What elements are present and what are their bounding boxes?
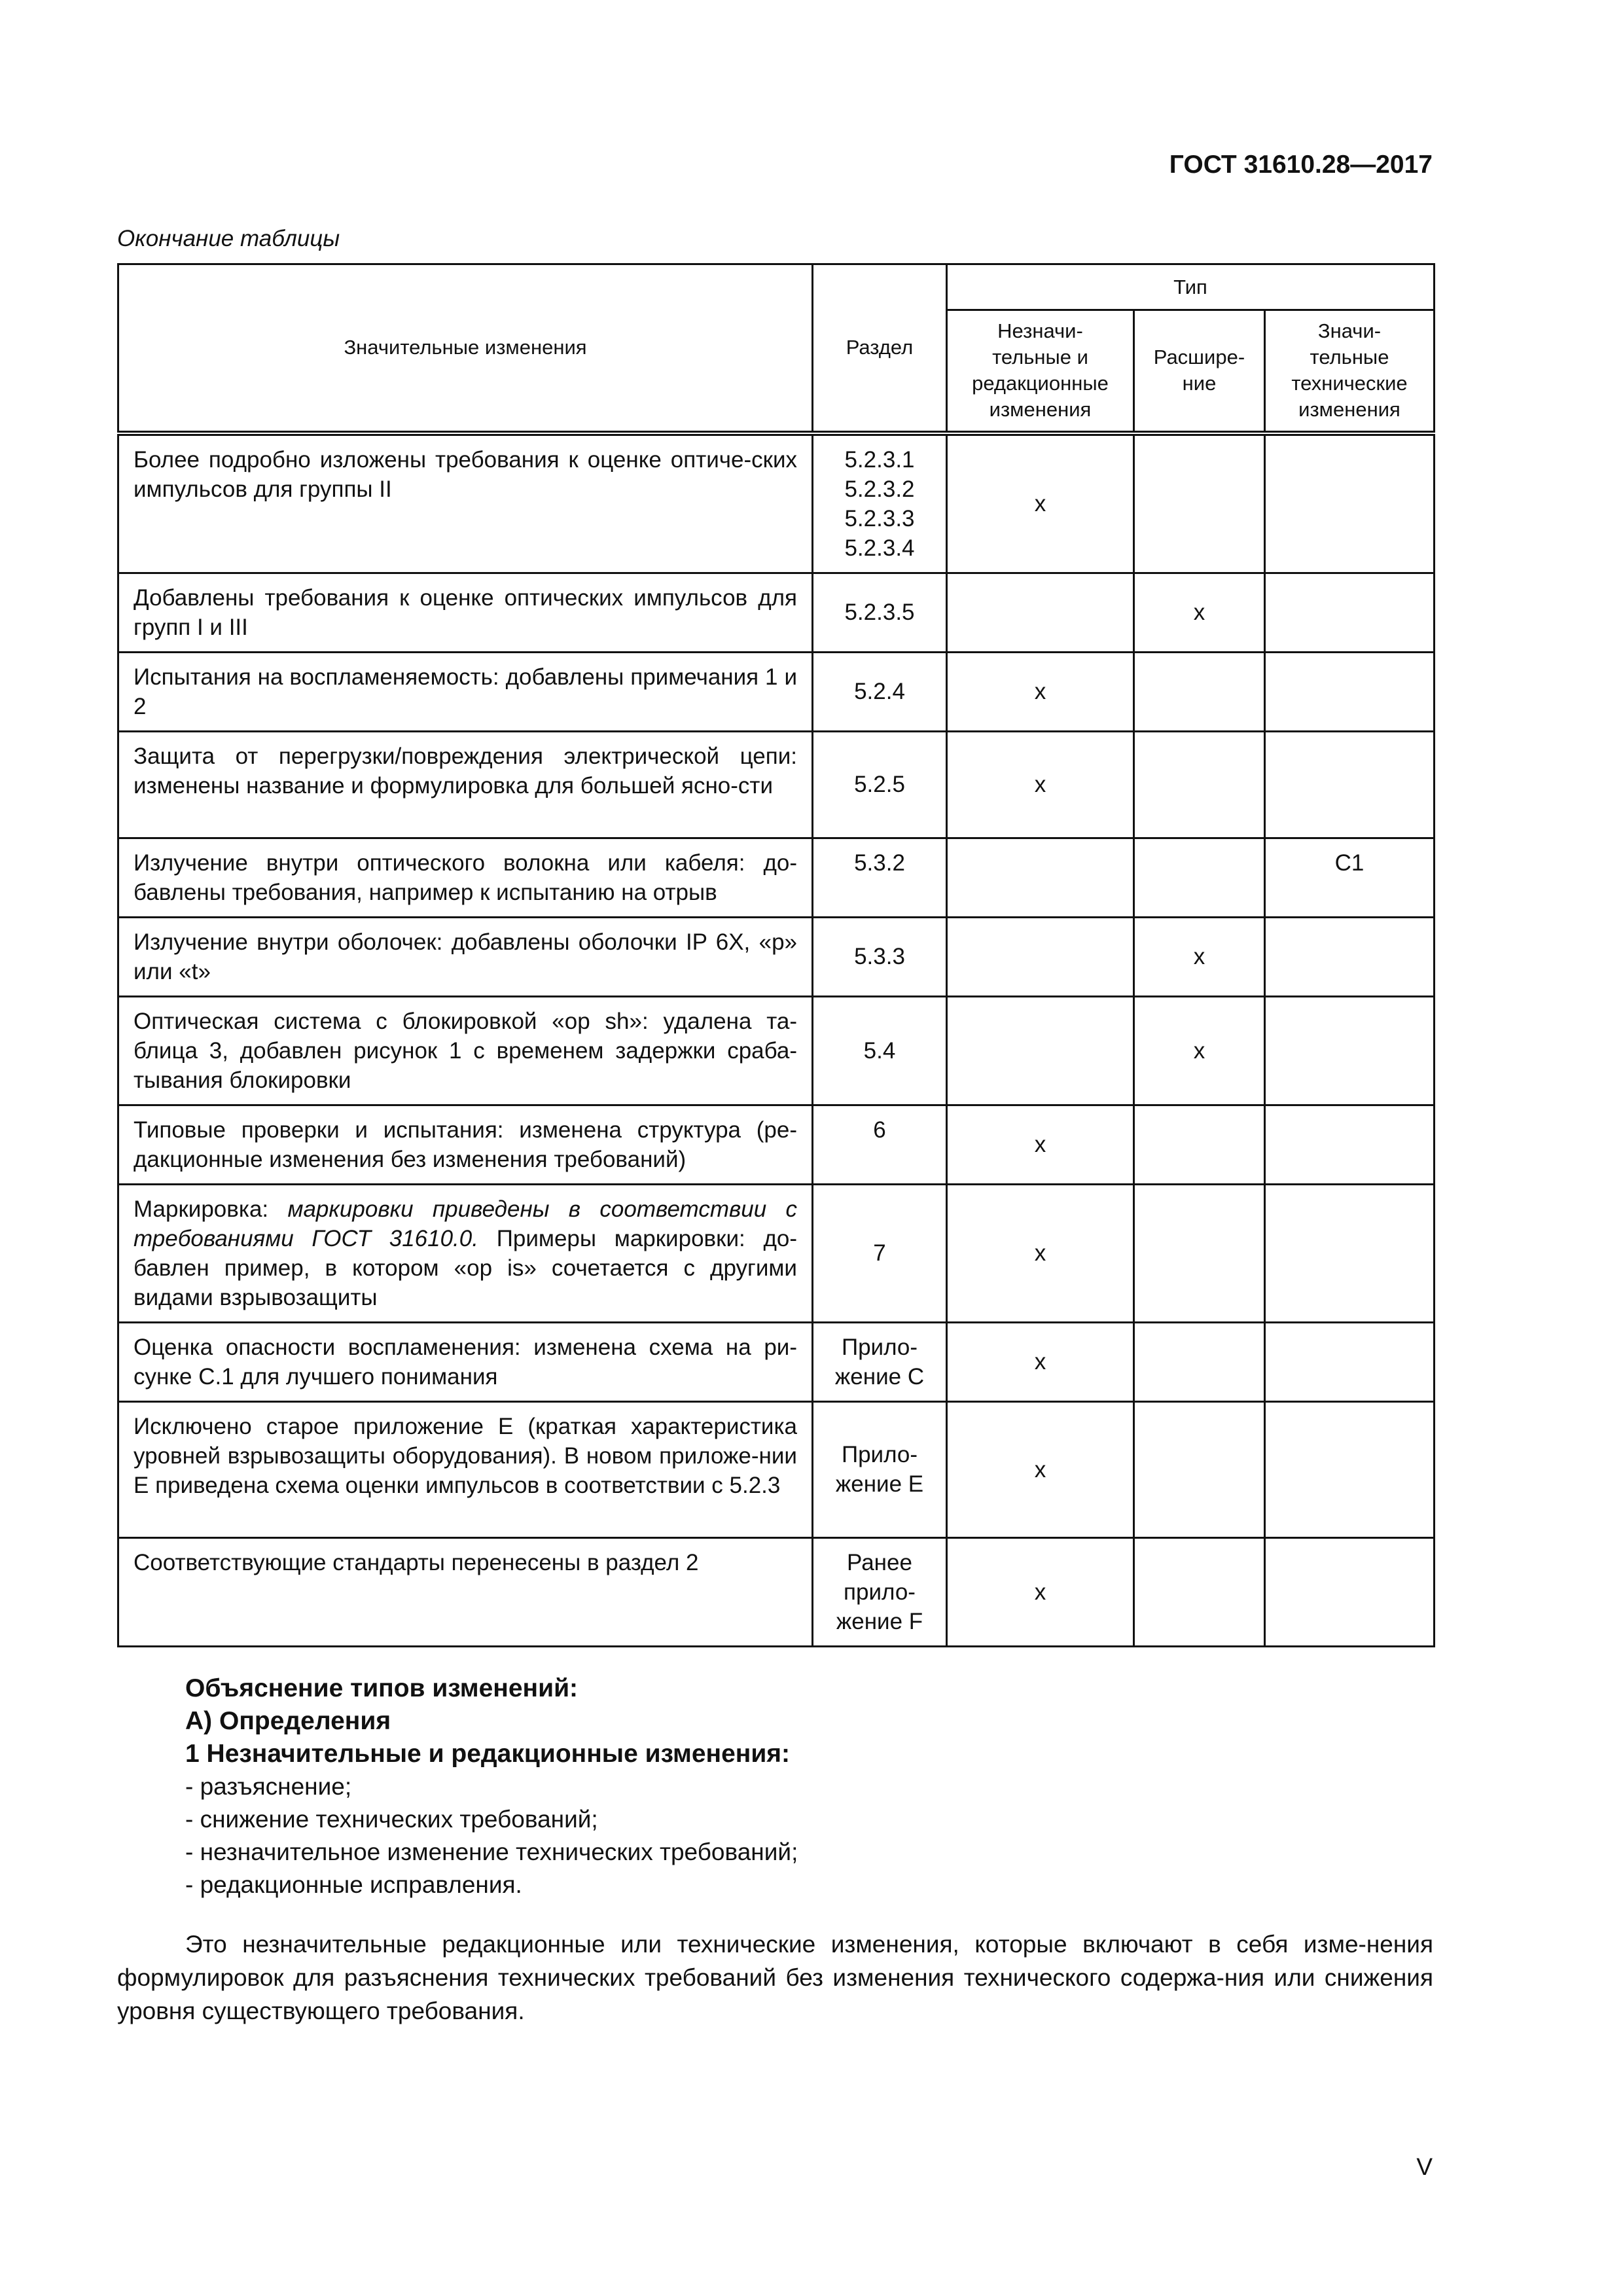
row-extension-mark: x (1134, 917, 1265, 996)
row-description: Испытания на воспламеняемость: добавлены примечания 1 и 2 (118, 652, 813, 731)
row-major-mark (1265, 917, 1435, 996)
row-extension-mark (1134, 1537, 1265, 1646)
row-extension-mark (1134, 1184, 1265, 1322)
row-description: Типовые проверки и испытания: изменена структура (ре-дакционные изменения без изменения требований) (118, 1105, 813, 1184)
row-section: 5.2.5 (813, 731, 947, 838)
row-major-mark (1265, 1537, 1435, 1646)
row-major-mark (1265, 731, 1435, 838)
row-section: 5.4 (813, 996, 947, 1105)
table-row (118, 996, 1435, 1105)
row-major-mark: C1 (1265, 838, 1435, 917)
header-type: Тип (947, 264, 1435, 310)
row-description: Исключено старое приложение E (краткая характеристика уровней взрывозащиты оборудования). В новом приложе-нии E приведена схема оценки импульсов в соответствии с 5.2.3 (118, 1401, 813, 1537)
row-minor-mark: x (947, 1322, 1134, 1401)
row-section: 6 (813, 1105, 947, 1184)
row-description: Излучение внутри оптического волокна или кабеля: до-бавлены требования, например к испытанию на отрыв (118, 838, 813, 917)
row-extension-mark (1134, 652, 1265, 731)
row-section: 7 (813, 1184, 947, 1322)
header-extension: Расшире- ние (1134, 310, 1265, 433)
header-minor: Незначи- тельные и редакционные изменения (947, 310, 1134, 433)
table-row (118, 1105, 1435, 1184)
table-row (118, 652, 1435, 731)
row-description: Излучение внутри оболочек: добавлены оболочки IP 6X, «p» или «t» (118, 917, 813, 996)
document-id: ГОСТ 31610.28—2017 (1169, 151, 1433, 179)
table-caption: Окончание таблицы (117, 226, 340, 251)
row-minor-mark: x (947, 433, 1134, 573)
row-section: 5.2.3.1 5.2.3.2 5.2.3.3 5.2.3.4 (813, 433, 947, 573)
row-description: Более подробно изложены требования к оценке оптиче-ских импульсов для группы II (118, 433, 813, 573)
row-description: Оптическая система с блокировкой «op sh»: удалена та-блица 3, добавлен рисунок 1 с временем задержки сраба-тывания блокировки (118, 996, 813, 1105)
row-extension-mark: x (1134, 573, 1265, 652)
header-changes: Значительные изменения (118, 264, 813, 433)
table-row (118, 1401, 1435, 1537)
row-section: Прило- жение C (813, 1322, 947, 1401)
row-minor-mark (947, 573, 1134, 652)
list-item: - редакционные исправления. (185, 1869, 798, 1901)
explanation-title: Объяснение типов изменений: (185, 1674, 579, 1702)
row-extension-mark (1134, 1322, 1265, 1401)
table-row (118, 1322, 1435, 1401)
row-description: Оценка опасности воспламенения: изменена схема на ри-сунке C.1 для лучшего понимания (118, 1322, 813, 1401)
row-extension-mark (1134, 1401, 1265, 1537)
row-section: Прило- жение E (813, 1401, 947, 1537)
table-row (118, 731, 1435, 838)
row-extension-mark (1134, 838, 1265, 917)
list-item: - снижение технических требований; (185, 1803, 798, 1836)
row-description: Добавлены требования к оценке оптических импульсов для групп I и III (118, 573, 813, 652)
explanation-paragraph: Это незначительные редакционные или технические изменения, которые включают в себя изме-нения формулировок для разъяснения технических требований без изменения технического содержа-ния или снижения уровня существующего требования. (117, 1931, 1433, 2024)
explanation-item-title: 1 Незначительные и редакционные изменения: (185, 1740, 791, 1768)
row-extension-mark (1134, 433, 1265, 573)
row-major-mark (1265, 573, 1435, 652)
explanation-block (185, 1672, 798, 1901)
changes-table (117, 263, 1435, 1647)
row-major-mark (1265, 1401, 1435, 1537)
row-major-mark (1265, 1322, 1435, 1401)
row-description: Защита от перегрузки/повреждения электрической цепи: изменены название и формулировка для большей ясно-сти (118, 731, 813, 838)
row-section: 5.3.3 (813, 917, 947, 996)
row-description-text: Примеры маркировки: до-бавлен пример, в котором «op is» сочетается с другими видами взрывозащиты (134, 1225, 797, 1310)
table-row (118, 433, 1435, 573)
explanation-list (185, 1770, 798, 1901)
row-minor-mark: x (947, 1401, 1134, 1537)
table-row (118, 573, 1435, 652)
row-minor-mark: x (947, 652, 1134, 731)
row-section: 5.2.4 (813, 652, 947, 731)
row-minor-mark (947, 996, 1134, 1105)
table-row (118, 917, 1435, 996)
row-extension-mark (1134, 1105, 1265, 1184)
page-number: V (1416, 2153, 1433, 2180)
row-extension-mark: x (1134, 996, 1265, 1105)
row-major-mark (1265, 996, 1435, 1105)
row-major-mark (1265, 1105, 1435, 1184)
row-description-text: Маркировка: (134, 1196, 288, 1222)
row-section: Ранее прило- жение F (813, 1537, 947, 1646)
row-minor-mark (947, 838, 1134, 917)
row-major-mark (1265, 433, 1435, 573)
row-section: 5.2.3.5 (813, 573, 947, 652)
row-minor-mark (947, 917, 1134, 996)
explanation-subtitle: А) Определения (185, 1707, 391, 1735)
row-description: Соответствующие стандарты перенесены в раздел 2 (118, 1537, 813, 1646)
table-row (118, 1184, 1435, 1322)
row-minor-mark: x (947, 731, 1134, 838)
row-minor-mark: x (947, 1105, 1134, 1184)
row-minor-mark: x (947, 1537, 1134, 1646)
row-description-italic: маркировки приведены в соответствии с требованиями ГОСТ 31610.0. (134, 1196, 797, 1251)
table-row (118, 838, 1435, 917)
list-item: - незначительное изменение технических требований; (185, 1836, 798, 1869)
list-item: - разъяснение; (185, 1770, 798, 1803)
header-major: Значи- тельные технические изменения (1265, 310, 1435, 433)
row-description (118, 1184, 813, 1322)
row-extension-mark (1134, 731, 1265, 838)
header-section: Раздел (813, 264, 947, 433)
row-major-mark (1265, 652, 1435, 731)
table-row (118, 1537, 1435, 1646)
row-section: 5.3.2 (813, 838, 947, 917)
row-minor-mark: x (947, 1184, 1134, 1322)
row-major-mark (1265, 1184, 1435, 1322)
